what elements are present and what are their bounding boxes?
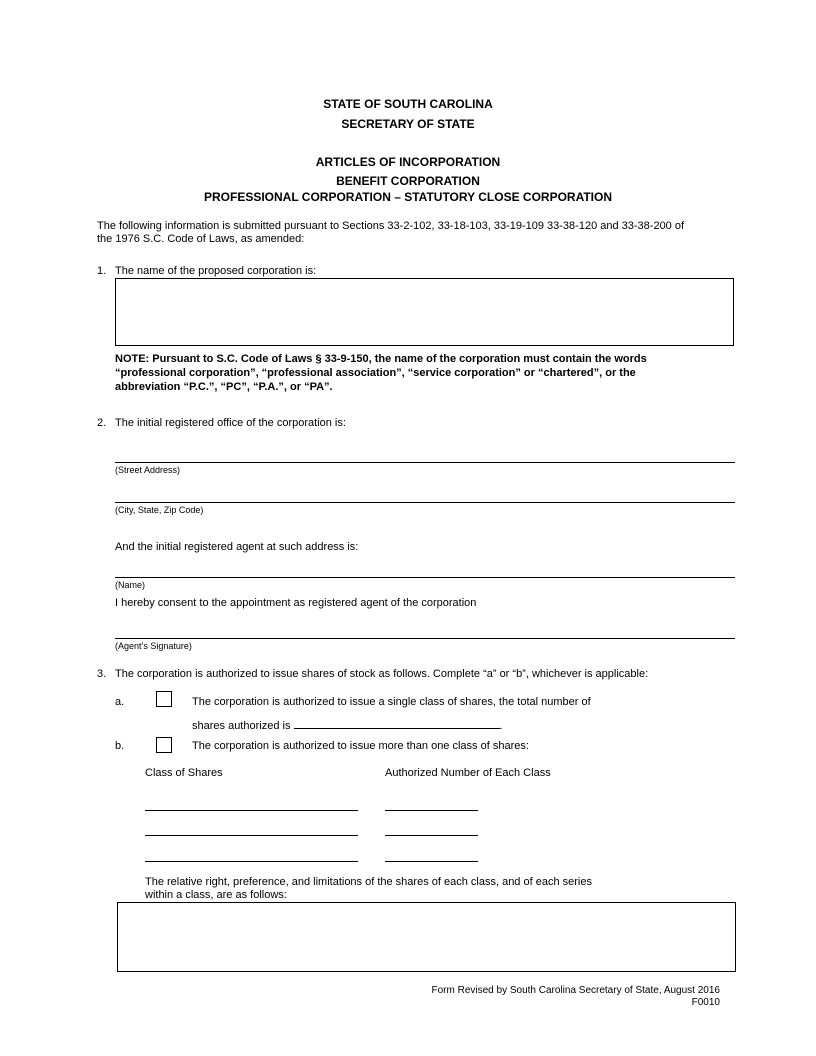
option-a-text: The corporation is authorized to issue a single class of shares, the total number of: [192, 696, 591, 708]
relative-rights-line-2: within a class, are as follows:: [145, 889, 287, 901]
option-a-label: a.: [115, 696, 125, 708]
number-line-2[interactable]: [385, 835, 478, 836]
form-title: ARTICLES OF INCORPORATION: [315, 155, 501, 169]
subtitle-benefit: BENEFIT CORPORATION: [336, 174, 480, 188]
option-a-period: .: [499, 720, 503, 732]
option-b-checkbox[interactable]: [156, 737, 172, 753]
option-a-checkbox[interactable]: [156, 691, 172, 707]
street-address-label: (Street Address): [115, 465, 181, 475]
agent-name-label: (Name): [115, 580, 146, 590]
city-state-zip-line[interactable]: [115, 502, 735, 503]
class-line-1[interactable]: [145, 810, 358, 811]
note-line-1: NOTE: Pursuant to S.C. Code of Laws § 33-9-150, the name of the corporation must contain the words: [115, 353, 647, 365]
item2-number: 2.: [97, 417, 107, 429]
agent-intro-text: And the initial registered agent at such address is:: [115, 541, 359, 553]
class-of-shares-header: Class of Shares: [145, 767, 223, 779]
form-revised-text: Form Revised by South Carolina Secretary of State, August 2016: [431, 985, 720, 996]
office-heading: SECRETARY OF STATE: [341, 117, 475, 131]
note-line-3: abbreviation “P.C.”, “PC”, “P.A.”, or “PA”.: [115, 381, 333, 393]
consent-text: I hereby consent to the appointment as registered agent of the corporation: [115, 597, 477, 609]
authorized-number-header: Authorized Number of Each Class: [385, 767, 551, 779]
class-line-2[interactable]: [145, 835, 358, 836]
corporation-name-box[interactable]: [115, 278, 734, 346]
city-state-zip-label: (City, State, Zip Code): [115, 505, 204, 515]
subtitle-professional: PROFESSIONAL CORPORATION – STATUTORY CLOSE CORPORATION: [203, 190, 613, 204]
option-b-text: The corporation is authorized to issue more than one class of shares:: [192, 740, 529, 752]
agent-signature-line[interactable]: [115, 638, 735, 639]
relative-rights-line-1: The relative right, preference, and limitations of the shares of each class, and of each series: [145, 876, 592, 888]
item1-text: The name of the proposed corporation is:: [115, 265, 317, 277]
number-line-1[interactable]: [385, 810, 478, 811]
state-heading: STATE OF SOUTH CAROLINA: [323, 97, 493, 111]
form-code: F0010: [691, 997, 720, 1008]
agent-signature-label: (Agent’s Signature): [115, 641, 192, 651]
number-line-3[interactable]: [385, 861, 478, 862]
agent-name-line[interactable]: [115, 577, 735, 578]
class-line-3[interactable]: [145, 861, 358, 862]
item3-text: The corporation is authorized to issue shares of stock as follows. Complete “a” or “b”, whichever is applicable:: [115, 668, 649, 680]
intro-line-1: The following information is submitted pursuant to Sections 33-2-102, 33-18-103, 33-19-109 33-38-120 and 33-38-200 of: [97, 220, 685, 232]
intro-line-2: the 1976 S.C. Code of Laws, as amended:: [97, 233, 305, 245]
option-b-label: b.: [115, 740, 125, 752]
item2-text: The initial registered office of the corporation is:: [115, 417, 346, 429]
option-a-shares-text: shares authorized is: [192, 720, 291, 732]
shares-authorized-line[interactable]: [294, 717, 500, 729]
relative-rights-box[interactable]: [117, 902, 736, 972]
note-line-2: “professional corporation”, “professional association”, “service corporation” or “chartered”, or the: [115, 367, 636, 379]
street-address-line[interactable]: [115, 462, 735, 463]
option-a-shares-row: [192, 717, 503, 733]
item1-number: 1.: [97, 265, 107, 277]
item3-number: 3.: [97, 668, 107, 680]
